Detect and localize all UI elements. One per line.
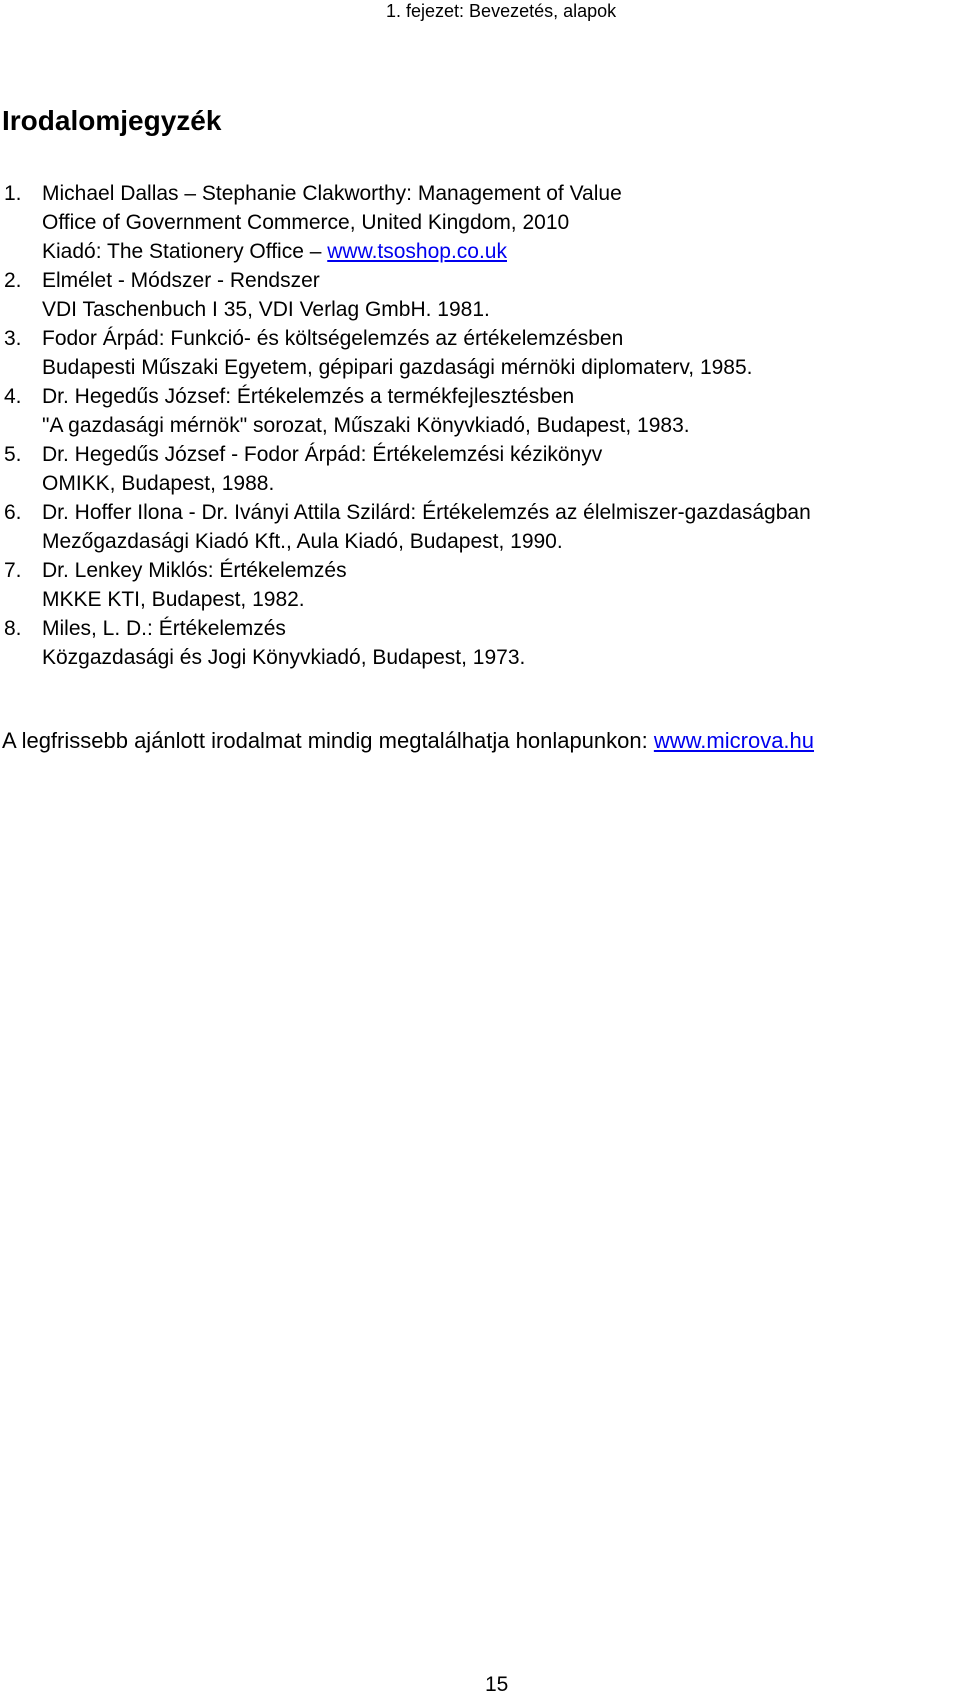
reference-item-4: [0, 382, 960, 440]
reference-item-8: [0, 614, 960, 672]
reference-title: Dr. Lenkey Miklós: Értékelemzés: [42, 559, 347, 582]
reference-publisher-line: [42, 237, 960, 266]
reference-title: Dr. Hegedűs József - Fodor Árpád: Értékelemzési kézikönyv: [42, 443, 603, 466]
reference-number: 3.: [4, 327, 22, 350]
page-number: 15: [485, 1673, 509, 1696]
reference-number: 4.: [4, 385, 22, 408]
reference-number: 2.: [4, 269, 22, 292]
reference-number: 6.: [4, 501, 22, 524]
reference-item-6: [0, 498, 960, 556]
reference-title: Dr. Hoffer Ilona - Dr. Iványi Attila Szilárd: Értékelemzés az élelmiszer-gazdaságban: [42, 501, 811, 524]
reference-number: 1.: [4, 182, 22, 205]
reference-publisher: "A gazdasági mérnök" sorozat, Műszaki Könyvkiadó, Budapest, 1983.: [42, 414, 690, 437]
reference-title: Michael Dallas – Stephanie Clakworthy: Management of Value: [42, 182, 622, 205]
reference-publisher: OMIKK, Budapest, 1988.: [42, 472, 275, 495]
reference-list: [0, 179, 960, 672]
running-header: 1. fejezet: Bevezetés, alapok: [386, 1, 617, 21]
reference-publisher: MKKE KTI, Budapest, 1982.: [42, 588, 305, 611]
reference-item-5: [0, 440, 960, 498]
reference-number: 5.: [4, 443, 22, 466]
footer-note: [2, 727, 814, 755]
reference-title: Miles, L. D.: Értékelemzés: [42, 617, 286, 640]
reference-item-2: [0, 266, 960, 324]
reference-title: Elmélet - Módszer - Rendszer: [42, 269, 320, 292]
reference-publisher: Mezőgazdasági Kiadó Kft., Aula Kiadó, Budapest, 1990.: [42, 530, 563, 553]
reference-title: Fodor Árpád: Funkció- és költségelemzés az értékelemzésben: [42, 327, 624, 350]
reference-publisher: VDI Taschenbuch I 35, VDI Verlag GmbH. 1981.: [42, 298, 490, 321]
reference-item-3: [0, 324, 960, 382]
reference-publisher: Budapesti Műszaki Egyetem, gépipari gazdasági mérnöki diplomaterv, 1985.: [42, 356, 753, 379]
reference-number: 8.: [4, 617, 22, 640]
footer-note-text: A legfrissebb ajánlott irodalmat mindig megtalálhatja honlapunkon:: [2, 728, 654, 753]
reference-publisher-text: Kiadó: The Stationery Office –: [42, 240, 328, 263]
tsoshop-link[interactable]: www.tsoshop.co.uk: [327, 240, 507, 263]
reference-number: 7.: [4, 559, 22, 582]
reference-publisher: Office of Government Commerce, United Kingdom, 2010: [42, 211, 570, 234]
reference-title: Dr. Hegedűs József: Értékelemzés a termékfejlesztésben: [42, 385, 575, 408]
reference-item-1: [0, 179, 960, 266]
microva-link[interactable]: www.microva.hu: [653, 728, 815, 753]
reference-item-7: [0, 556, 960, 614]
page-title: Irodalomjegyzék: [2, 105, 222, 136]
reference-publisher: Közgazdasági és Jogi Könyvkiadó, Budapest, 1973.: [42, 646, 526, 669]
